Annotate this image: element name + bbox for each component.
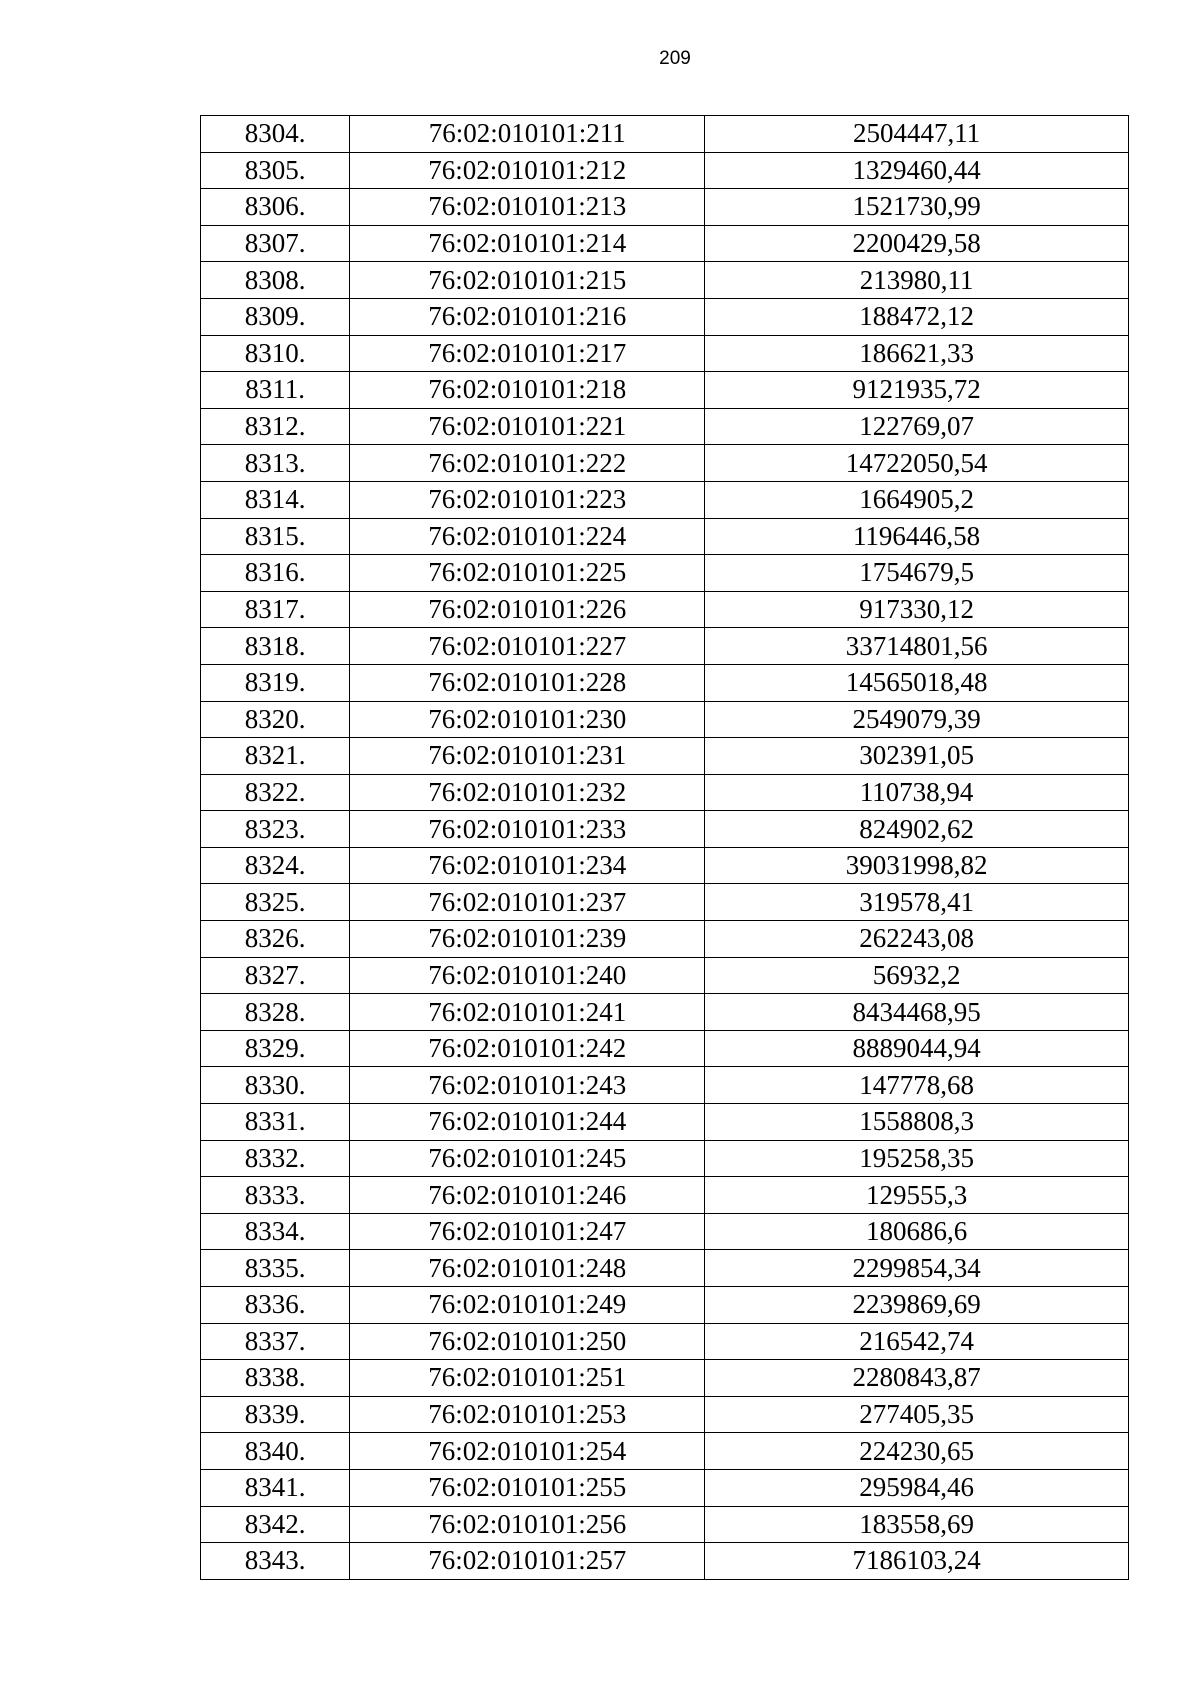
table-row bbox=[201, 1140, 1129, 1177]
table-row bbox=[201, 1543, 1129, 1580]
cadastral-value-cell: 216542,74 bbox=[705, 1323, 1129, 1360]
table-row bbox=[201, 921, 1129, 958]
cadastral-value-cell: 1664905,2 bbox=[705, 481, 1129, 518]
cadastral-value-cell: 14722050,54 bbox=[705, 445, 1129, 482]
cadastral-value-cell: 1521730,99 bbox=[705, 189, 1129, 226]
cadastral-value-cell: 33714801,56 bbox=[705, 628, 1129, 665]
row-number-cell: 8336. bbox=[201, 1287, 350, 1324]
cadastral-number-cell: 76:02:010101:249 bbox=[350, 1287, 705, 1324]
cadastral-number-cell: 76:02:010101:231 bbox=[350, 738, 705, 775]
table-row bbox=[201, 335, 1129, 372]
cadastral-number-cell: 76:02:010101:246 bbox=[350, 1177, 705, 1214]
cadastral-value-cell: 302391,05 bbox=[705, 738, 1129, 775]
cadastral-number-cell: 76:02:010101:228 bbox=[350, 664, 705, 701]
cadastral-value-cell: 183558,69 bbox=[705, 1506, 1129, 1543]
table-row bbox=[201, 152, 1129, 189]
cadastral-value-cell: 1558808,3 bbox=[705, 1104, 1129, 1141]
cadastral-number-cell: 76:02:010101:223 bbox=[350, 481, 705, 518]
cadastral-value-cell: 824902,62 bbox=[705, 811, 1129, 848]
row-number-cell: 8313. bbox=[201, 445, 350, 482]
cadastral-value-cell: 39031998,82 bbox=[705, 847, 1129, 884]
row-number-cell: 8331. bbox=[201, 1104, 350, 1141]
table-row bbox=[201, 994, 1129, 1031]
cadastral-number-cell: 76:02:010101:230 bbox=[350, 701, 705, 738]
row-number-cell: 8334. bbox=[201, 1213, 350, 1250]
row-number-cell: 8321. bbox=[201, 738, 350, 775]
row-number-cell: 8307. bbox=[201, 225, 350, 262]
cadastral-number-cell: 76:02:010101:248 bbox=[350, 1250, 705, 1287]
cadastral-value-cell: 2200429,58 bbox=[705, 225, 1129, 262]
table-row bbox=[201, 1360, 1129, 1397]
cadastral-value-cell: 8889044,94 bbox=[705, 1030, 1129, 1067]
cadastral-number-cell: 76:02:010101:215 bbox=[350, 262, 705, 299]
cadastral-number-cell: 76:02:010101:240 bbox=[350, 957, 705, 994]
row-number-cell: 8333. bbox=[201, 1177, 350, 1214]
row-number-cell: 8315. bbox=[201, 518, 350, 555]
cadastral-value-cell: 110738,94 bbox=[705, 774, 1129, 811]
row-number-cell: 8335. bbox=[201, 1250, 350, 1287]
row-number-cell: 8314. bbox=[201, 481, 350, 518]
row-number-cell: 8319. bbox=[201, 664, 350, 701]
row-number-cell: 8317. bbox=[201, 591, 350, 628]
table-row bbox=[201, 1030, 1129, 1067]
row-number-cell: 8337. bbox=[201, 1323, 350, 1360]
table-row bbox=[201, 518, 1129, 555]
cadastral-value-cell: 2280843,87 bbox=[705, 1360, 1129, 1397]
row-number-cell: 8326. bbox=[201, 921, 350, 958]
cadastral-value-cell: 2239869,69 bbox=[705, 1287, 1129, 1324]
table-row bbox=[201, 372, 1129, 409]
row-number-cell: 8310. bbox=[201, 335, 350, 372]
cadastral-number-cell: 76:02:010101:255 bbox=[350, 1469, 705, 1506]
cadastral-value-cell: 2504447,11 bbox=[705, 116, 1129, 153]
row-number-cell: 8318. bbox=[201, 628, 350, 665]
cadastral-number-cell: 76:02:010101:234 bbox=[350, 847, 705, 884]
cadastral-number-cell: 76:02:010101:243 bbox=[350, 1067, 705, 1104]
cadastral-number-cell: 76:02:010101:237 bbox=[350, 884, 705, 921]
cadastral-value-cell: 319578,41 bbox=[705, 884, 1129, 921]
cadastral-value-cell: 7186103,24 bbox=[705, 1543, 1129, 1580]
table-row bbox=[201, 664, 1129, 701]
cadastral-number-cell: 76:02:010101:244 bbox=[350, 1104, 705, 1141]
cadastral-number-cell: 76:02:010101:214 bbox=[350, 225, 705, 262]
table-row bbox=[201, 738, 1129, 775]
row-number-cell: 8341. bbox=[201, 1469, 350, 1506]
cadastral-value-cell: 1329460,44 bbox=[705, 152, 1129, 189]
cadastral-number-cell: 76:02:010101:251 bbox=[350, 1360, 705, 1397]
cadastral-value-cell: 122769,07 bbox=[705, 408, 1129, 445]
table-row bbox=[201, 591, 1129, 628]
row-number-cell: 8323. bbox=[201, 811, 350, 848]
table-row bbox=[201, 408, 1129, 445]
cadastral-number-cell: 76:02:010101:257 bbox=[350, 1543, 705, 1580]
table-row bbox=[201, 481, 1129, 518]
table-row bbox=[201, 1177, 1129, 1214]
row-number-cell: 8305. bbox=[201, 152, 350, 189]
row-number-cell: 8328. bbox=[201, 994, 350, 1031]
table-row bbox=[201, 701, 1129, 738]
cadastral-value-cell: 1754679,5 bbox=[705, 555, 1129, 592]
table-row bbox=[201, 774, 1129, 811]
table-row bbox=[201, 1104, 1129, 1141]
row-number-cell: 8332. bbox=[201, 1140, 350, 1177]
cadastral-number-cell: 76:02:010101:226 bbox=[350, 591, 705, 628]
table-row bbox=[201, 1323, 1129, 1360]
cadastral-value-cell: 180686,6 bbox=[705, 1213, 1129, 1250]
cadastral-number-cell: 76:02:010101:213 bbox=[350, 189, 705, 226]
cadastral-value-cell: 195258,35 bbox=[705, 1140, 1129, 1177]
cadastral-number-cell: 76:02:010101:218 bbox=[350, 372, 705, 409]
table-body bbox=[201, 116, 1129, 1580]
row-number-cell: 8311. bbox=[201, 372, 350, 409]
cadastral-value-cell: 224230,65 bbox=[705, 1433, 1129, 1470]
row-number-cell: 8322. bbox=[201, 774, 350, 811]
cadastral-number-cell: 76:02:010101:241 bbox=[350, 994, 705, 1031]
cadastral-value-cell: 2549079,39 bbox=[705, 701, 1129, 738]
table-row bbox=[201, 628, 1129, 665]
cadastral-number-cell: 76:02:010101:212 bbox=[350, 152, 705, 189]
table-row bbox=[201, 298, 1129, 335]
cadastral-value-cell: 56932,2 bbox=[705, 957, 1129, 994]
table-row bbox=[201, 1433, 1129, 1470]
table-row bbox=[201, 225, 1129, 262]
table-row bbox=[201, 555, 1129, 592]
cadastral-number-cell: 76:02:010101:245 bbox=[350, 1140, 705, 1177]
cadastral-number-cell: 76:02:010101:222 bbox=[350, 445, 705, 482]
cadastral-value-cell: 147778,68 bbox=[705, 1067, 1129, 1104]
table-row bbox=[201, 847, 1129, 884]
table-row bbox=[201, 116, 1129, 153]
cadastral-value-cell: 9121935,72 bbox=[705, 372, 1129, 409]
table-row bbox=[201, 957, 1129, 994]
cadastral-value-cell: 917330,12 bbox=[705, 591, 1129, 628]
table-row bbox=[201, 1067, 1129, 1104]
cadastral-number-cell: 76:02:010101:233 bbox=[350, 811, 705, 848]
row-number-cell: 8340. bbox=[201, 1433, 350, 1470]
cadastral-number-cell: 76:02:010101:232 bbox=[350, 774, 705, 811]
cadastral-number-cell: 76:02:010101:242 bbox=[350, 1030, 705, 1067]
row-number-cell: 8324. bbox=[201, 847, 350, 884]
table-row bbox=[201, 1213, 1129, 1250]
cadastral-number-cell: 76:02:010101:217 bbox=[350, 335, 705, 372]
row-number-cell: 8339. bbox=[201, 1396, 350, 1433]
row-number-cell: 8327. bbox=[201, 957, 350, 994]
row-number-cell: 8316. bbox=[201, 555, 350, 592]
cadastral-value-cell: 129555,3 bbox=[705, 1177, 1129, 1214]
cadastral-number-cell: 76:02:010101:253 bbox=[350, 1396, 705, 1433]
cadastral-value-cell: 188472,12 bbox=[705, 298, 1129, 335]
row-number-cell: 8329. bbox=[201, 1030, 350, 1067]
row-number-cell: 8343. bbox=[201, 1543, 350, 1580]
table-row bbox=[201, 262, 1129, 299]
cadastral-value-cell: 213980,11 bbox=[705, 262, 1129, 299]
cadastral-number-cell: 76:02:010101:224 bbox=[350, 518, 705, 555]
row-number-cell: 8312. bbox=[201, 408, 350, 445]
cadastral-number-cell: 76:02:010101:256 bbox=[350, 1506, 705, 1543]
cadastral-number-cell: 76:02:010101:250 bbox=[350, 1323, 705, 1360]
row-number-cell: 8308. bbox=[201, 262, 350, 299]
cadastral-value-table bbox=[200, 115, 1129, 1580]
row-number-cell: 8320. bbox=[201, 701, 350, 738]
table-row bbox=[201, 1506, 1129, 1543]
cadastral-number-cell: 76:02:010101:221 bbox=[350, 408, 705, 445]
cadastral-number-cell: 76:02:010101:211 bbox=[350, 116, 705, 153]
cadastral-value-cell: 14565018,48 bbox=[705, 664, 1129, 701]
cadastral-value-cell: 295984,46 bbox=[705, 1469, 1129, 1506]
table-row bbox=[201, 884, 1129, 921]
table-row bbox=[201, 811, 1129, 848]
table-row bbox=[201, 445, 1129, 482]
row-number-cell: 8306. bbox=[201, 189, 350, 226]
table-row bbox=[201, 189, 1129, 226]
row-number-cell: 8309. bbox=[201, 298, 350, 335]
row-number-cell: 8304. bbox=[201, 116, 350, 153]
table-row bbox=[201, 1287, 1129, 1324]
table-row bbox=[201, 1396, 1129, 1433]
cadastral-number-cell: 76:02:010101:216 bbox=[350, 298, 705, 335]
cadastral-number-cell: 76:02:010101:254 bbox=[350, 1433, 705, 1470]
cadastral-value-cell: 277405,35 bbox=[705, 1396, 1129, 1433]
cadastral-number-cell: 76:02:010101:225 bbox=[350, 555, 705, 592]
page-number: 209 bbox=[659, 48, 691, 69]
row-number-cell: 8325. bbox=[201, 884, 350, 921]
cadastral-number-cell: 76:02:010101:227 bbox=[350, 628, 705, 665]
cadastral-value-cell: 1196446,58 bbox=[705, 518, 1129, 555]
row-number-cell: 8330. bbox=[201, 1067, 350, 1104]
table-row bbox=[201, 1469, 1129, 1506]
table-row bbox=[201, 1250, 1129, 1287]
cadastral-value-cell: 2299854,34 bbox=[705, 1250, 1129, 1287]
cadastral-number-cell: 76:02:010101:239 bbox=[350, 921, 705, 958]
cadastral-value-cell: 8434468,95 bbox=[705, 994, 1129, 1031]
cadastral-value-cell: 186621,33 bbox=[705, 335, 1129, 372]
row-number-cell: 8338. bbox=[201, 1360, 350, 1397]
row-number-cell: 8342. bbox=[201, 1506, 350, 1543]
cadastral-value-cell: 262243,08 bbox=[705, 921, 1129, 958]
cadastral-number-cell: 76:02:010101:247 bbox=[350, 1213, 705, 1250]
